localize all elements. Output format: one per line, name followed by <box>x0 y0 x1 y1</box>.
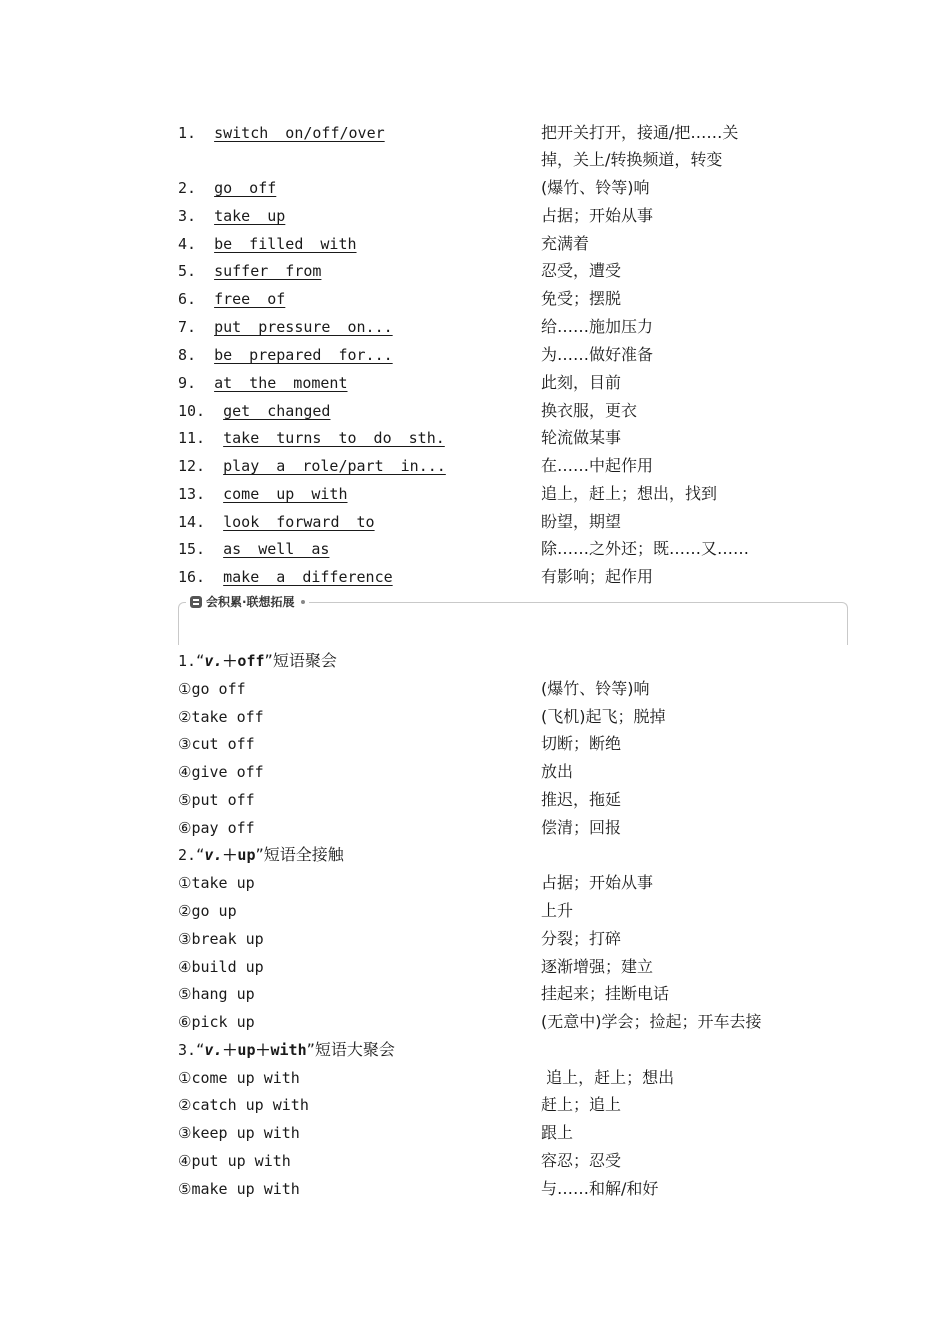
group-heading <box>178 1036 395 1064</box>
list-item-chinese: 分裂；打碎 <box>541 929 622 948</box>
group-label: 短语大聚会 <box>314 1040 395 1059</box>
list-item-english: ③break up <box>178 930 264 948</box>
quote-open: “ <box>196 651 205 670</box>
group-heading <box>178 841 344 869</box>
phrase-english: come up with <box>223 485 348 503</box>
phrase-chinese: 除……之外还；既……又…… <box>541 539 750 558</box>
phrase-row <box>178 397 818 425</box>
phrase-number: 4. <box>178 235 197 253</box>
phrase-chinese: 盼望，期望 <box>541 512 622 531</box>
phrase-chinese: (爆竹、铃等)响 <box>541 178 650 197</box>
phrase-number: 12. <box>178 457 206 475</box>
list-item-chinese: 与……和解/和好 <box>541 1179 659 1198</box>
phrase-chinese: 轮流做某事 <box>541 428 622 447</box>
phrase-english: free of <box>214 290 286 308</box>
phrase-chinese: 此刻，目前 <box>541 373 622 392</box>
phrase-row <box>178 508 818 536</box>
phrase-row <box>178 285 818 313</box>
phrase-english: at the moment <box>214 374 348 392</box>
list-item-chinese: 追上，赶上；想出 <box>541 1068 675 1087</box>
phrase-chinese: 免受；摆脱 <box>541 289 622 308</box>
phrase-number: 13. <box>178 485 206 503</box>
list-item-english: ④put up with <box>178 1152 291 1170</box>
verb-marker: v. <box>204 652 223 670</box>
list-item-chinese: 推迟，拖延 <box>541 790 622 809</box>
dot-icon <box>301 600 305 604</box>
phrase-number: 16. <box>178 568 206 586</box>
list-item-english: ⑤put off <box>178 791 255 809</box>
list-item-chinese: 容忍；忍受 <box>541 1151 622 1170</box>
phrase-chinese: 把开关打开，接通/把……关 <box>541 123 739 142</box>
list-item-english: ③cut off <box>178 735 255 753</box>
list-item-chinese: 占据；开始从事 <box>541 873 654 892</box>
list-item-chinese: 赶上；追上 <box>541 1095 622 1114</box>
phrase-row <box>178 535 818 563</box>
phrase-english: play a role/part in... <box>223 457 446 475</box>
list-item-english: ①take up <box>178 874 255 892</box>
phrase-english: switch on/off/over <box>214 124 385 142</box>
phrase-chinese: 在……中起作用 <box>541 456 654 475</box>
list-item-english: ②take off <box>178 708 264 726</box>
phrase-number: 2. <box>178 179 197 197</box>
group-pattern: ＋off <box>222 652 265 670</box>
section-box-title-text: 会积累·联想拓展 <box>206 595 295 609</box>
quote-close: ” <box>306 1040 315 1059</box>
phrase-row <box>178 369 818 397</box>
list-item-chinese: (无意中)学会；捡起；开车去接 <box>541 1012 762 1031</box>
phrase-number: 10. <box>178 402 206 420</box>
phrase-english: suffer from <box>214 262 322 280</box>
phrase-row <box>178 230 818 258</box>
phrase-english: take up <box>214 207 286 225</box>
phrase-number: 7. <box>178 318 197 336</box>
list-item-english: ①come up with <box>178 1069 300 1087</box>
phrase-row <box>178 480 818 508</box>
phrase-number: 15. <box>178 540 206 558</box>
phrase-english: go off <box>214 179 277 197</box>
phrase-english: make a difference <box>223 568 393 586</box>
phrase-row <box>178 563 818 591</box>
phrase-english: get changed <box>223 402 331 420</box>
phrase-row <box>178 174 818 202</box>
list-item-chinese: 放出 <box>541 762 574 781</box>
phrase-chinese: 忍受，遭受 <box>541 261 622 280</box>
phrase-chinese: 换衣服，更衣 <box>541 401 638 420</box>
phrase-number: 11. <box>178 429 206 447</box>
list-item-english: ②go up <box>178 902 237 920</box>
phrase-english: put pressure on... <box>214 318 393 336</box>
group-label: 短语全接触 <box>263 845 344 864</box>
list-item-chinese: (飞机)起飞；脱掉 <box>541 707 666 726</box>
phrase-chinese: 充满着 <box>541 234 590 253</box>
group-pattern: ＋up＋with <box>222 1041 307 1059</box>
group-number: 2. <box>178 846 197 864</box>
phrase-row <box>178 257 818 285</box>
phrase-row <box>178 424 818 452</box>
quote-close: ” <box>264 651 273 670</box>
list-item-english: ⑤make up with <box>178 1180 300 1198</box>
quote-open: “ <box>196 845 205 864</box>
verb-marker: v. <box>204 1041 223 1059</box>
phrase-row <box>178 202 818 230</box>
list-item-chinese: 跟上 <box>541 1123 574 1142</box>
group-label: 短语聚会 <box>272 651 337 670</box>
list-item-chinese: (爆竹、铃等)响 <box>541 679 650 698</box>
list-item-english: ④give off <box>178 763 264 781</box>
quote-open: “ <box>196 1040 205 1059</box>
phrase-chinese: 追上，赶上；想出，找到 <box>541 484 718 503</box>
group-heading <box>178 647 337 675</box>
list-item-chinese: 逐渐增强；建立 <box>541 957 654 976</box>
phrase-number: 1. <box>178 124 197 142</box>
phrase-chinese: 为……做好准备 <box>541 345 654 364</box>
phrase-row <box>178 119 818 147</box>
notes-icon <box>190 596 202 608</box>
phrase-english: be prepared for... <box>214 346 393 364</box>
phrase-chinese-continued: 掉，关上/转换频道，转变 <box>541 150 723 169</box>
list-item-chinese: 上升 <box>541 901 574 920</box>
list-item-chinese: 挂起来；挂断电话 <box>541 984 670 1003</box>
phrase-english: as well as <box>223 540 330 558</box>
list-item-english: ④build up <box>178 958 264 976</box>
phrase-row <box>178 341 818 369</box>
phrase-row <box>178 452 818 480</box>
list-item-english: ①go off <box>178 680 246 698</box>
section-box-title <box>186 593 309 611</box>
phrase-number: 6. <box>178 290 197 308</box>
phrase-number: 14. <box>178 513 206 531</box>
quote-close: ” <box>255 845 264 864</box>
phrase-row <box>178 313 818 341</box>
phrase-number: 8. <box>178 346 197 364</box>
list-item-chinese: 偿清；回报 <box>541 818 622 837</box>
group-number: 1. <box>178 652 197 670</box>
list-item-english: ⑤hang up <box>178 985 255 1003</box>
phrase-english: look forward to <box>223 513 375 531</box>
phrase-number: 9. <box>178 374 197 392</box>
list-item-english: ③keep up with <box>178 1124 300 1142</box>
phrase-chinese: 占据；开始从事 <box>541 206 654 225</box>
list-item-english: ②catch up with <box>178 1096 309 1114</box>
phrase-chinese: 有影响；起作用 <box>541 567 654 586</box>
phrase-chinese: 给……施加压力 <box>541 317 654 336</box>
group-number: 3. <box>178 1041 197 1059</box>
group-pattern: ＋up <box>222 846 256 864</box>
verb-marker: v. <box>204 846 223 864</box>
phrase-english: be filled with <box>214 235 357 253</box>
phrase-english: take turns to do sth. <box>223 429 445 447</box>
list-item-english: ⑥pay off <box>178 819 255 837</box>
phrase-number: 5. <box>178 262 197 280</box>
list-item-english: ⑥pick up <box>178 1013 255 1031</box>
list-item-chinese: 切断；断绝 <box>541 734 622 753</box>
phrase-number: 3. <box>178 207 197 225</box>
